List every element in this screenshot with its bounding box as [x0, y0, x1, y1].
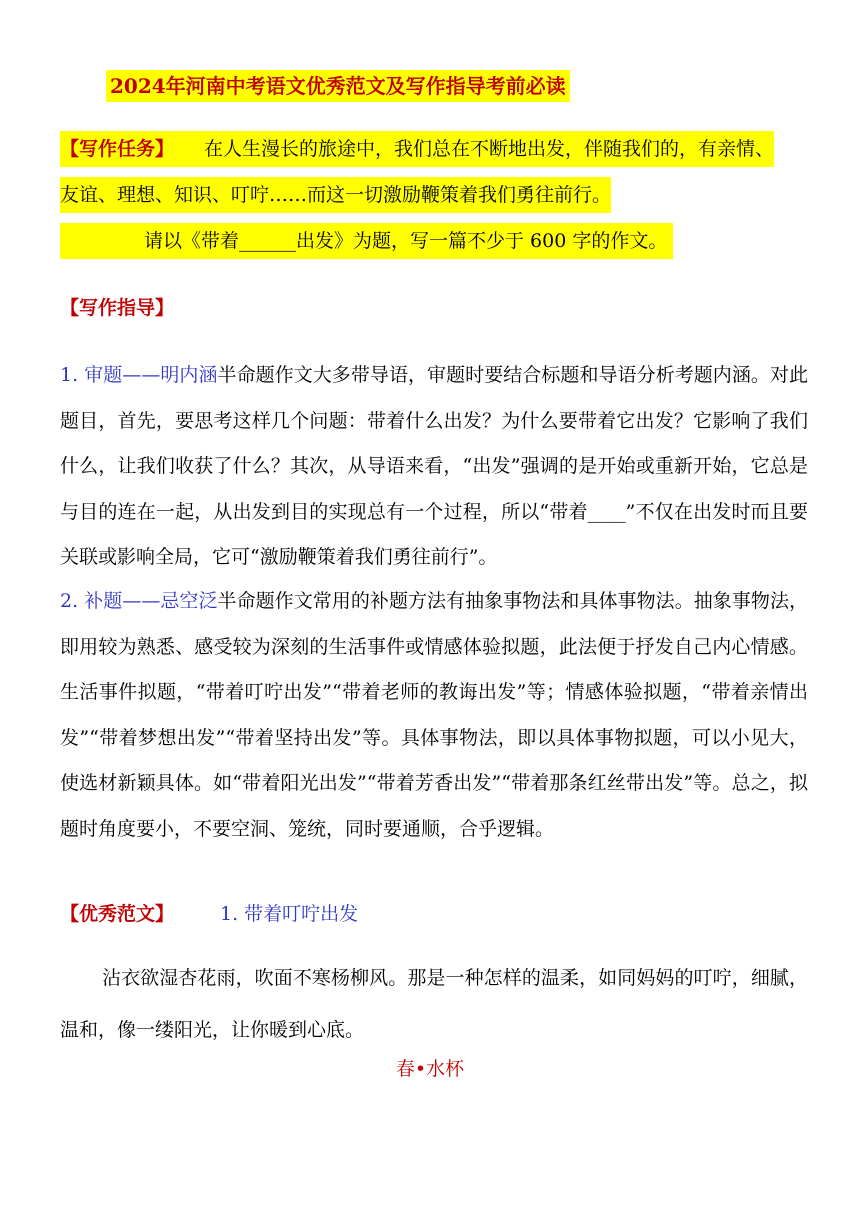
- guide-item-2-text: 半命题作文常用的补题方法有抽象事物法和具体事物法。抽象事物法，即用较为熟悉、感受较为深刻的生活事件或情感体验拟题，此法便于抒发自己内心情感。生活事件拟题，“带着叮咛出发”“带着老师的教诲出发”等；情感体验拟题，“带着亲情出发”“带着梦想出发”“带着坚持出发”等。具体事物法，即以具体事物拟题，可以小见大，使选材新颖具体。如“带着阳光出发”“带着芳香出发”“带着那条红丝带出发”等。总之，拟题时角度要小，不要空洞、笼统，同时要通顺，合乎逻辑。: [60, 590, 808, 840]
- task-line-2: 友谊、理想、知识、叮咛……而这一切激励鞭策着我们勇往前行。: [60, 177, 611, 213]
- sample-label: 【优秀范文】: [60, 903, 175, 925]
- task-line-1: [60, 131, 774, 167]
- guide-item-2-heading: 2. 补题——忌空泛: [60, 590, 218, 612]
- guide-item-1-heading: 1. 审题——明内涵: [60, 364, 218, 386]
- guide-item-1: [60, 353, 808, 581]
- document-title: 2024年河南中考语文优秀范文及写作指导考前必读: [106, 70, 570, 102]
- guide-item-1-text: 半命题作文大多带导语，审题时要结合标题和导语分析考题内涵。对此题目，首先，要思考这样几个问题：带着什么出发？为什么要带着它出发？它影响了我们什么，让我们收获了什么？其次，从导语来看，“出发”强调的是开始或重新开始，它总是与目的连在一起，从出发到目的实现总有一个过程，所以“带着____”不仅在出发时而且要关联或影响全局，它可“激励鞭策着我们勇往前行”。: [60, 364, 808, 568]
- essay-paragraph: 沾衣欲湿杏花雨，吹面不寒杨柳风。那是一种怎样的温柔，如同妈妈的叮咛，细腻，温和，像一缕阳光，让你暖到心底。: [60, 967, 808, 1041]
- task-text-1: 在人生漫长的旅途中，我们总在不断地出发，伴随我们的，有亲情、: [204, 138, 775, 160]
- section-heading: 春•水杯: [395, 1058, 465, 1080]
- sample-header: [60, 896, 358, 932]
- task-line-3: [60, 223, 673, 259]
- guide-label: 【写作指导】: [60, 297, 175, 319]
- task-label: 【写作任务】: [60, 138, 175, 160]
- guide-item-2: [60, 579, 808, 852]
- writing-task: [60, 131, 810, 269]
- sample-title: 1. 带着叮咛出发: [220, 903, 359, 925]
- task-text-3: 请以《带着______出发》为题，写一篇不少于 600 字的作文。: [144, 230, 668, 252]
